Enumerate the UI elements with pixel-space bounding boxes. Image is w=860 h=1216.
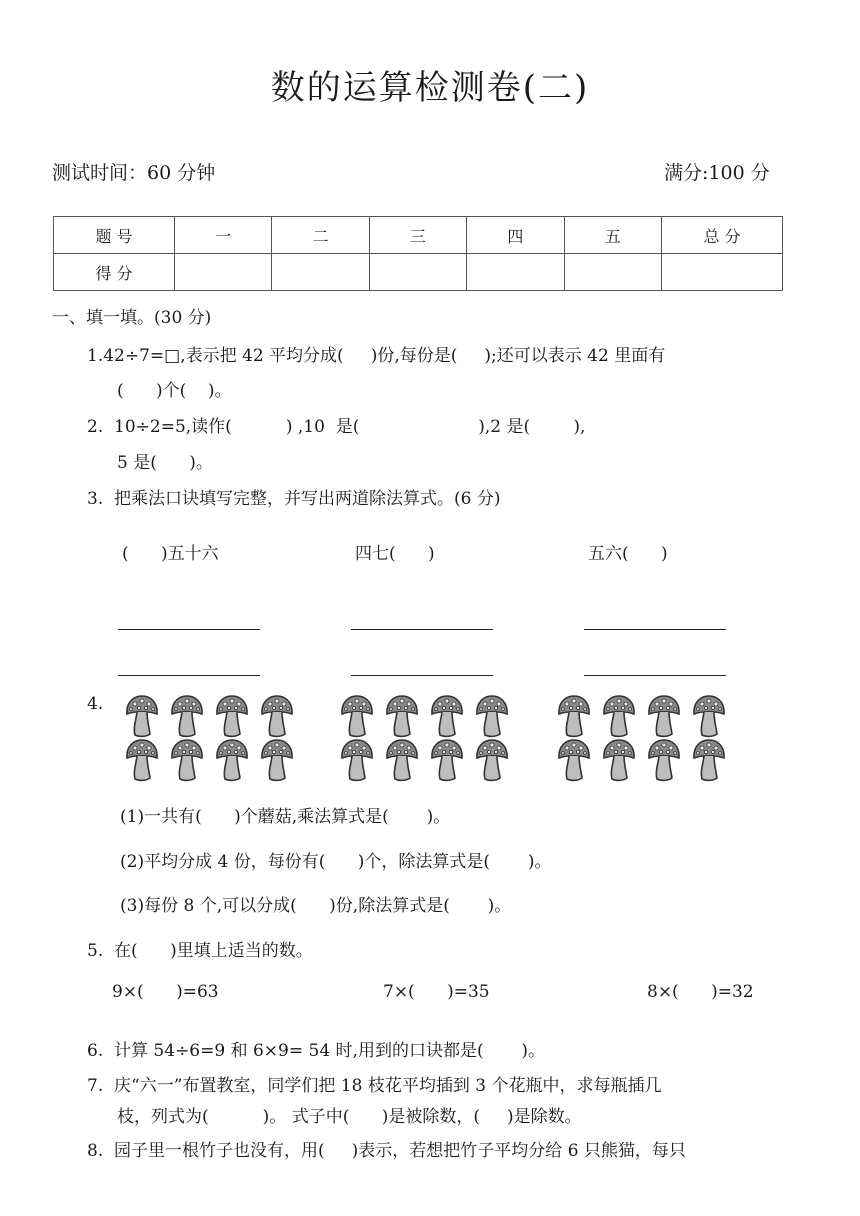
score-cell[interactable] — [467, 254, 564, 291]
answer-line[interactable] — [351, 629, 493, 630]
q2-line2: 5 是( )。 — [117, 453, 213, 473]
mushroom-icon — [340, 738, 374, 782]
q4-sub3: (3)每份 8 个,可以分成( )份,除法算式是( )。 — [120, 896, 512, 916]
mushroom-icon — [170, 694, 204, 738]
mushroom-icon — [125, 738, 159, 782]
mushroom-icon — [647, 694, 681, 738]
mushroom-icon — [557, 694, 591, 738]
q3-item: 五六( ) — [588, 544, 668, 564]
answer-line[interactable] — [351, 675, 493, 676]
answer-line[interactable] — [584, 629, 726, 630]
q7-line2: 枝，列式为( )。 式子中( )是被除数，( )是除数。 — [117, 1107, 582, 1127]
q3-text: 3. 把乘法口诀填写完整，并写出两道除法算式。(6 分) — [87, 489, 501, 509]
q5-text: 5. 在( )里填上适当的数。 — [87, 941, 313, 961]
mushroom-icon — [260, 694, 294, 738]
mushroom-icon — [260, 738, 294, 782]
answer-line[interactable] — [118, 675, 260, 676]
q3-item: 四七( ) — [355, 544, 435, 564]
score-cell[interactable] — [369, 254, 466, 291]
mushroom-icon — [215, 694, 249, 738]
header-cell: 五 — [564, 217, 661, 254]
mushroom-icon — [430, 694, 464, 738]
answer-line[interactable] — [584, 675, 726, 676]
mushroom-icon — [557, 738, 591, 782]
header-cell: 二 — [272, 217, 369, 254]
q5-item: 9×( )=63 — [112, 982, 219, 1002]
q5-item: 8×( )=32 — [647, 982, 754, 1002]
header-cell: 题 号 — [54, 217, 175, 254]
score-cell[interactable] — [175, 254, 272, 291]
q4-number: 4. — [87, 694, 104, 714]
section-heading: 一、填一填。(30 分) — [52, 308, 212, 328]
mushroom-icon — [692, 694, 726, 738]
mushroom-icon — [692, 738, 726, 782]
row-label: 得 分 — [54, 254, 175, 291]
test-time: 测试时间：60 分钟 — [52, 162, 216, 184]
mushroom-icon — [475, 738, 509, 782]
header-cell: 三 — [369, 217, 466, 254]
header-cell: 总 分 — [662, 217, 783, 254]
page-title: 数的运算检测卷(二) — [270, 68, 590, 108]
mushroom-icon — [170, 738, 204, 782]
q2-line1: 2. 10÷2=5,读作( ) ,10 是( ),2 是( ), — [87, 417, 586, 437]
score-table-score-row — [54, 254, 783, 291]
score-table-header-row — [54, 217, 783, 254]
mushroom-icon — [385, 694, 419, 738]
mushroom-icon — [215, 738, 249, 782]
score-cell[interactable] — [272, 254, 369, 291]
q7-line1: 7. 庆“六一”布置教室，同学们把 18 枝花平均插到 3 个花瓶中，求每瓶插几 — [87, 1076, 662, 1096]
answer-line[interactable] — [118, 629, 260, 630]
mushroom-icon — [475, 694, 509, 738]
q6-text: 6. 计算 54÷6=9 和 6×9= 54 时,用到的口诀都是( )。 — [87, 1041, 546, 1061]
mushroom-icon — [340, 694, 374, 738]
mushroom-icon — [647, 738, 681, 782]
mushroom-icon — [430, 738, 464, 782]
q3-item: ( )五十六 — [122, 544, 219, 564]
score-cell[interactable] — [564, 254, 661, 291]
mushroom-icon — [385, 738, 419, 782]
full-score: 满分:100 分 — [664, 162, 770, 184]
header-cell: 四 — [467, 217, 564, 254]
mushroom-icon — [602, 694, 636, 738]
score-cell[interactable] — [662, 254, 783, 291]
q1-line2: ( )个( )。 — [117, 381, 232, 401]
q5-item: 7×( )=35 — [383, 982, 490, 1002]
q1-line1: 1.42÷7=□,表示把 42 平均分成( )份,每份是( );还可以表示 42 里面有 — [87, 346, 666, 366]
q4-sub2: (2)平均分成 4 份，每份有( )个，除法算式是( )。 — [120, 852, 552, 872]
q8-line1: 8. 园子里一根竹子也没有，用( )表示，若想把竹子平均分给 6 只熊猫，每只 — [87, 1141, 686, 1161]
mushroom-icon — [602, 738, 636, 782]
q4-sub1: (1)一共有( )个蘑菇,乘法算式是( )。 — [120, 807, 451, 827]
score-table — [53, 216, 783, 291]
header-cell: 一 — [175, 217, 272, 254]
mushroom-icon — [125, 694, 159, 738]
